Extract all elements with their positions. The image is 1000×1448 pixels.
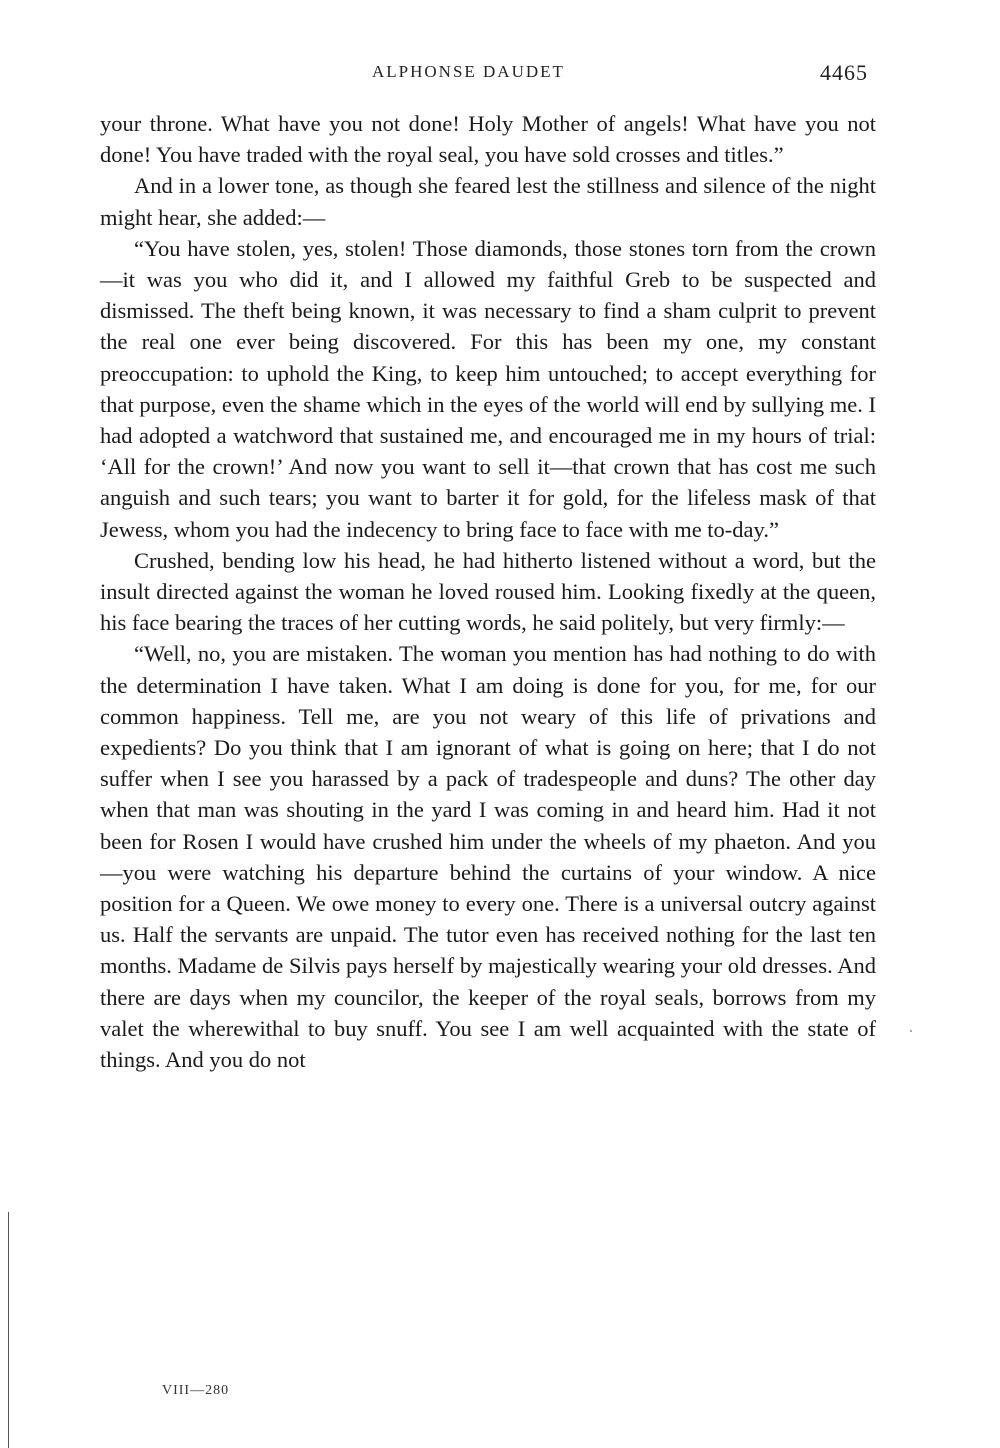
paragraph-1: your throne. What have you not done! Holy Mother of angels! What have you not done! You have traded with the royal seal, you have sold crosses and titles.” — [100, 111, 876, 168]
paragraph-5: “Well, no, you are mistaken. The woman you mention has had nothing to do with the determination I have taken. What I am doing is done for you, for me, for our common happiness. Tell me, are you not weary of this life of privations and expedients? Do you think that I am ignorant of what is going on here; that I do not suffer when I see you harassed by a pack of tradespeople and duns? The other day when that man was shouting in the yard I was coming in and heard him. Had it not been for Rosen I would have crushed him under the wheels of my phaeton. And you—you were watching his departure behind the curtains of your window. A nice position for a Queen. We owe money to every one. There is a universal outcry against us. Half the servants are unpaid. The tutor even has received nothing for the last ten months. Madame de Silvis pays herself by majestically wearing your old dresses. And there are days when my councilor, the keeper of the royal seals, borrows from my valet the wherewithal to buy snuff. You see I am well acquainted with the state of things. And you do not — [100, 641, 876, 1073]
body-text — [100, 108, 876, 1075]
running-title: ALPHONSE DAUDET — [372, 62, 565, 81]
running-head — [0, 60, 1000, 90]
scan-margin-line — [8, 1212, 9, 1448]
signature-mark: VIII—280 — [162, 1383, 230, 1398]
paragraph-2: And in a lower tone, as though she feared lest the stillness and silence of the night might hear, she added:— — [100, 173, 876, 230]
paragraph-4: Crushed, bending low his head, he had hitherto listened without a word, but the insult directed against the woman he loved roused him. Looking fixedly at the queen, his face bearing the traces of her cutting words, he said politely, but very firmly:— — [100, 547, 876, 636]
scan-speck — [910, 1030, 912, 1032]
paragraph-3: “You have stolen, yes, stolen! Those diamonds, those stones torn from the crown—it was you who did it, and I allowed my faithful Greb to be suspected and dismissed. The theft being known, it was necessary to find a sham culprit to prevent the real one ever being discovered. For this has been my one, my constant preoccupation: to uphold the King, to keep him untouched; to accept everything for that purpose, even the shame which in the eyes of the world will end by sullying me. I had adopted a watchword that sustained me, and encouraged me in my hours of trial: ‘All for the crown!’ And now you want to sell it—that crown that has cost me such anguish and such tears; you want to barter it for gold, for the lifeless mask of that Jewess, whom you had the indecency to bring face to face with me to-day.” — [100, 235, 876, 542]
page-number: 4465 — [820, 60, 868, 85]
